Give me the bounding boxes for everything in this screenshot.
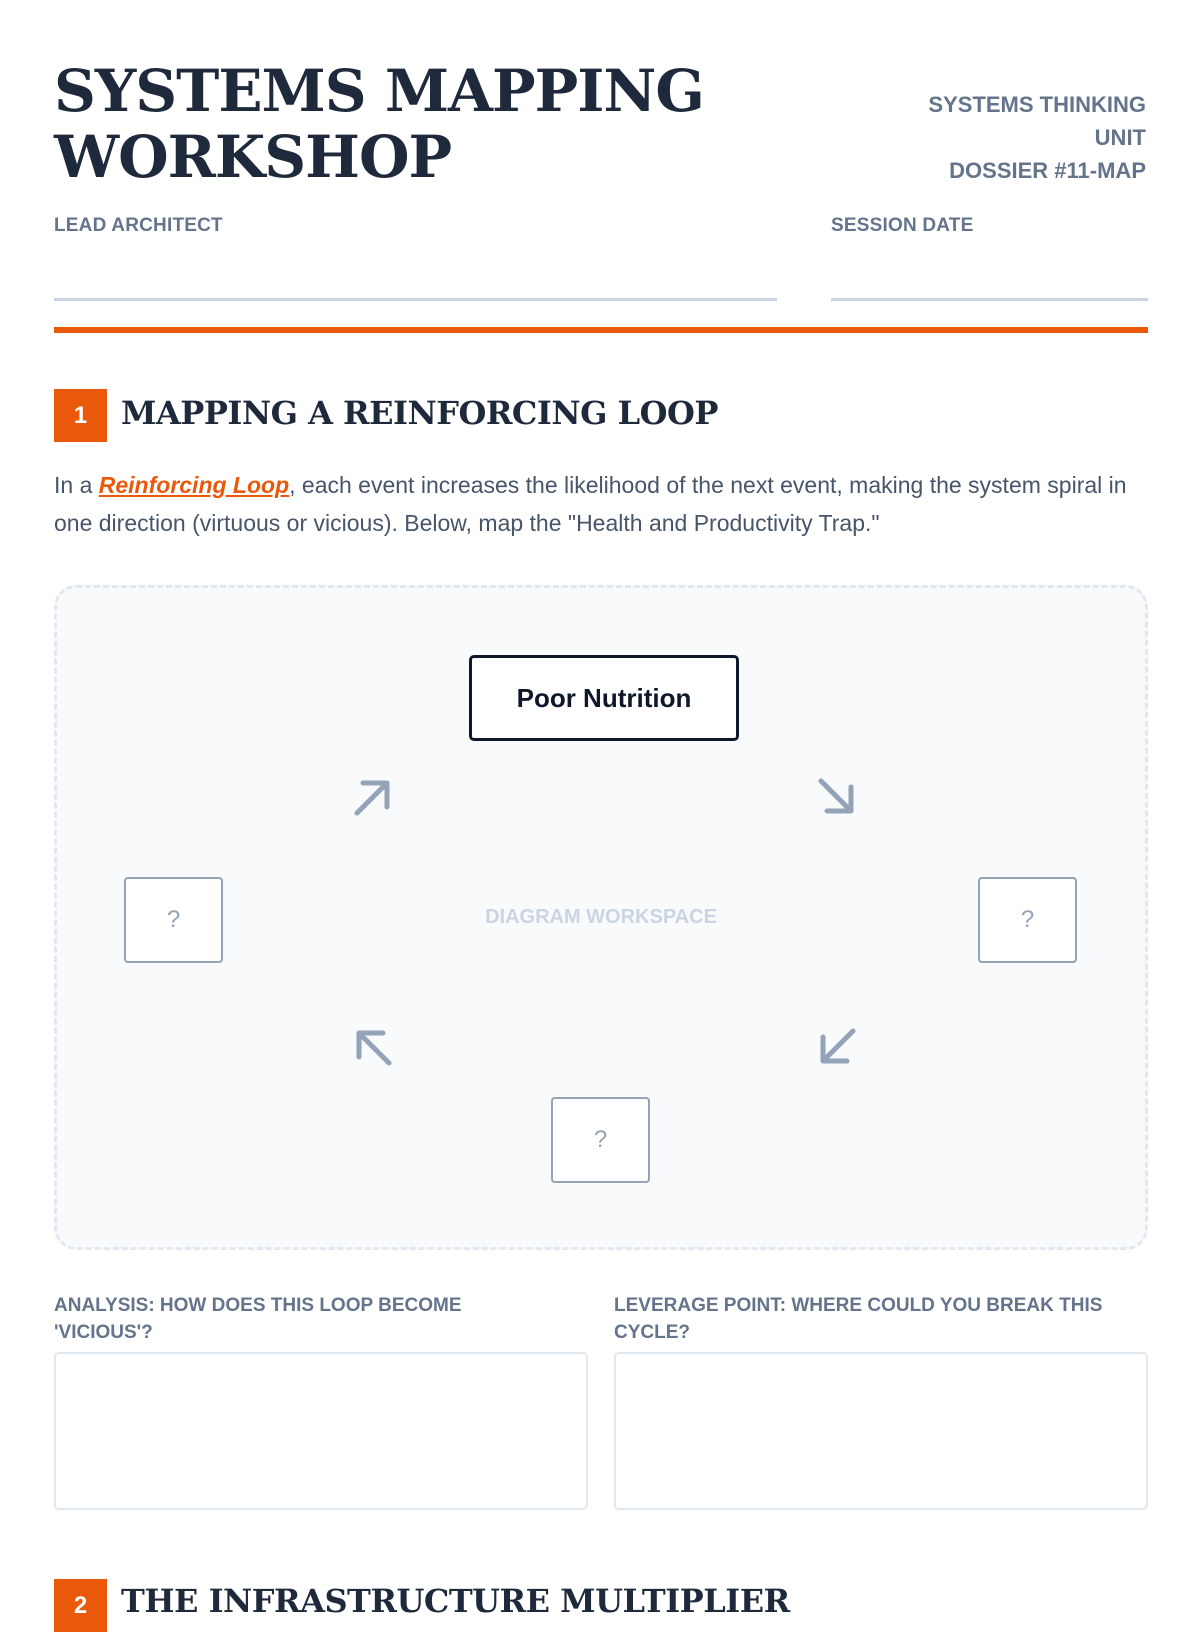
arrow-down-left-icon bbox=[813, 1023, 861, 1071]
section-1-number: 1 bbox=[54, 389, 107, 442]
workspace-label: DIAGRAM WORKSPACE bbox=[485, 906, 717, 928]
diagram-workspace[interactable] bbox=[54, 585, 1148, 1250]
meta-line-1: SYSTEMS THINKING bbox=[928, 92, 1146, 117]
header-divider bbox=[54, 327, 1148, 333]
arrow-down-right-icon bbox=[813, 773, 861, 821]
section-2-title: THE INFRASTRUCTURE MULTIPLIER bbox=[121, 1582, 790, 1620]
session-date-label: SESSION DATE bbox=[831, 215, 974, 236]
page-title-line-2: WORKSHOP bbox=[54, 123, 452, 191]
node-poor-nutrition[interactable]: Poor Nutrition bbox=[469, 655, 739, 741]
lead-architect-label: LEAD ARCHITECT bbox=[54, 215, 223, 236]
analysis-question-label: ANALYSIS: HOW DOES THIS LOOP BECOME 'VICIOUS'? bbox=[54, 1295, 462, 1343]
arrow-up-left-icon bbox=[349, 1023, 397, 1071]
page-title-line-1: SYSTEMS MAPPING bbox=[54, 57, 704, 125]
meta-line-2: UNIT bbox=[1094, 125, 1146, 150]
analysis-answer-box[interactable] bbox=[54, 1352, 588, 1510]
intro-text-start: In a bbox=[54, 472, 99, 498]
node-right-placeholder[interactable]: ? bbox=[978, 877, 1077, 963]
section-2-number: 2 bbox=[54, 1579, 107, 1632]
leverage-answer-box[interactable] bbox=[614, 1352, 1148, 1510]
arrow-up-right-icon bbox=[349, 773, 397, 821]
node-left-placeholder[interactable]: ? bbox=[124, 877, 223, 963]
dossier-meta bbox=[866, 88, 1146, 187]
session-date-field[interactable] bbox=[831, 298, 1148, 301]
page-title bbox=[54, 58, 754, 190]
reinforcing-loop-term: Reinforcing Loop bbox=[98, 472, 290, 498]
section-1-title: MAPPING A REINFORCING LOOP bbox=[121, 394, 718, 432]
node-bottom-placeholder[interactable]: ? bbox=[551, 1097, 650, 1183]
meta-line-3: DOSSIER #11-MAP bbox=[949, 158, 1146, 183]
intro-text-end: , each event increases the likelihood of the next event, making the system spiral in one direction (virtuous or vicious). Below, map the "Health and Productivity Trap." bbox=[54, 472, 1127, 536]
leverage-question-label: LEVERAGE POINT: WHERE COULD YOU BREAK THIS CYCLE? bbox=[614, 1295, 1103, 1343]
lead-architect-field[interactable] bbox=[54, 298, 777, 301]
section-1-intro bbox=[54, 466, 1148, 542]
